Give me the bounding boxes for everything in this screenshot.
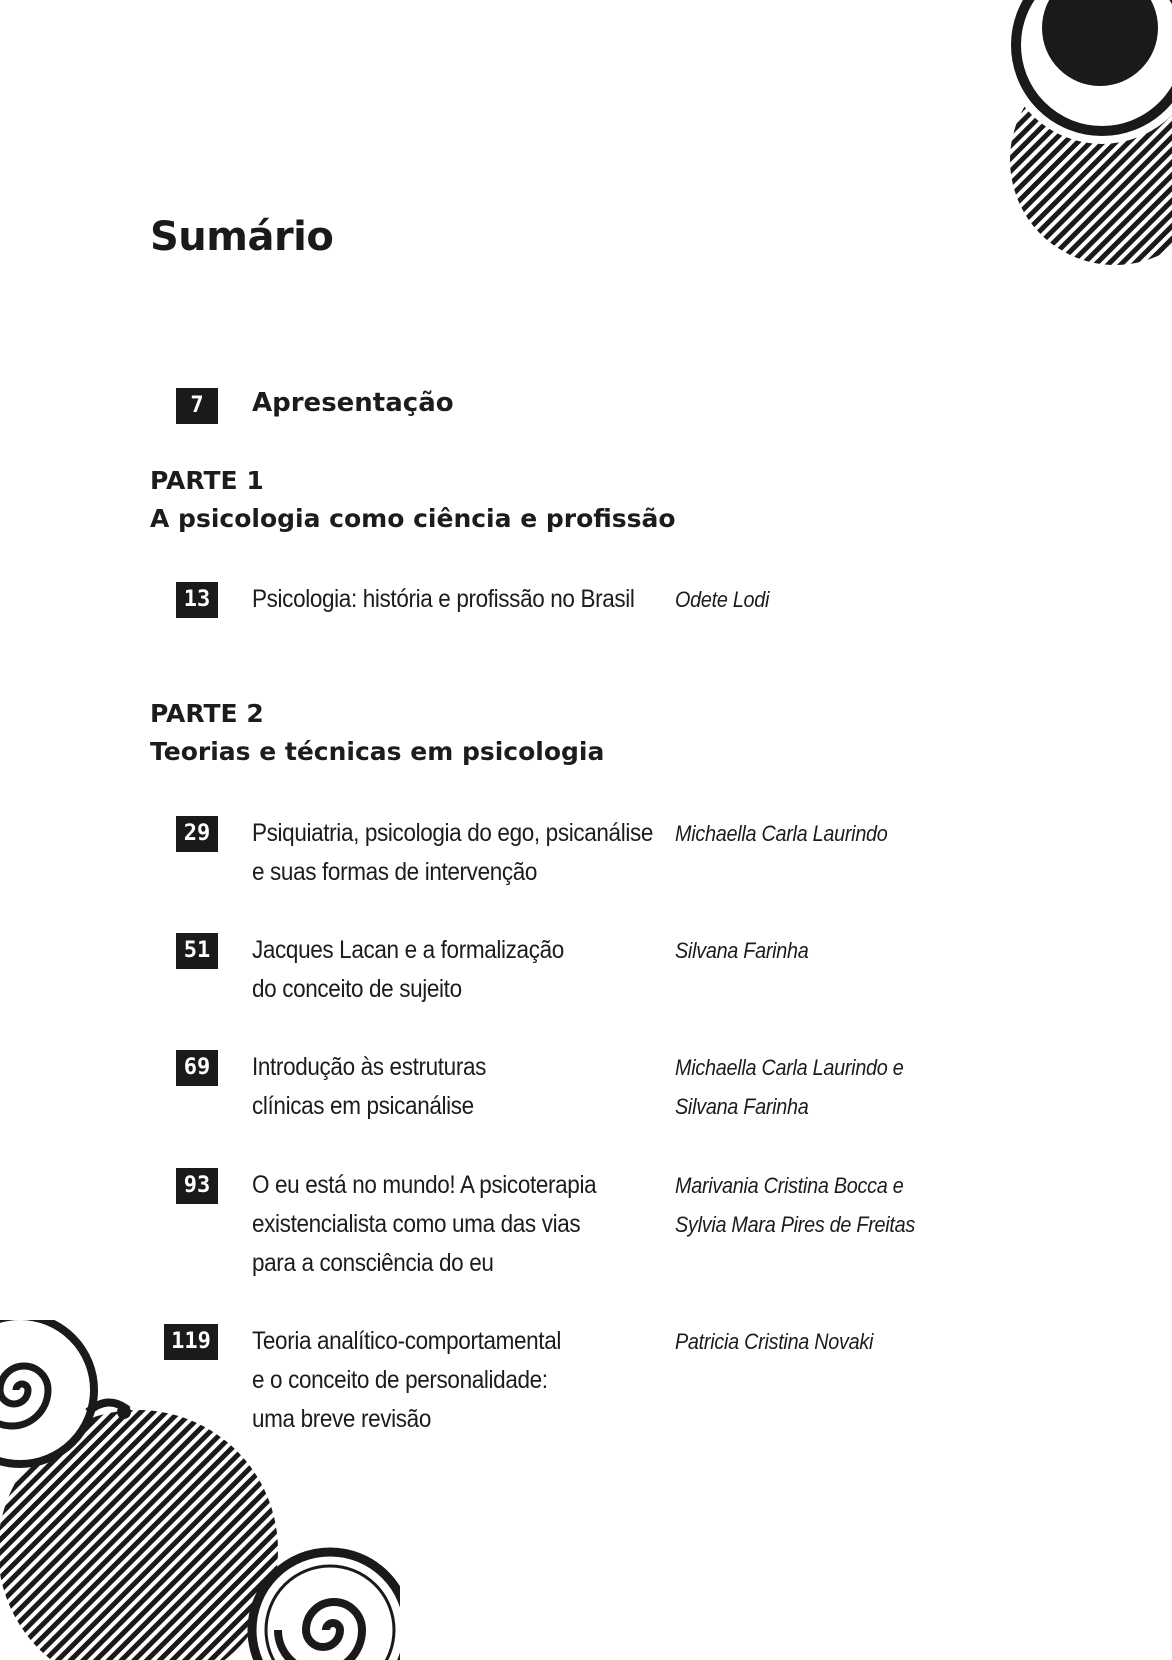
page-number-badge: 93 (176, 1168, 218, 1204)
part-title: Teorias e técnicas em psicologia (150, 737, 605, 766)
chapter-title-line: Psiquiatria, psicologia do ego, psicanálise (252, 819, 654, 847)
chapter-title (252, 1166, 621, 1283)
chapter-title-line: e o conceito de personalidade: (252, 1366, 548, 1394)
author-line: Michaella Carla Laurindo e (675, 1055, 904, 1080)
chapter-author (675, 1166, 963, 1244)
author-line: Odete Lodi (675, 587, 770, 612)
chapter-author (675, 1048, 963, 1126)
part-label: PARTE 2 (150, 699, 264, 728)
chapter-author (675, 580, 963, 619)
chapter-title-line: e suas formas de intervenção (252, 858, 538, 886)
chapter-title-line: O eu está no mundo! A psicoterapia (252, 1171, 597, 1199)
author-line: Silvana Farinha (675, 938, 809, 963)
chapter-title-line: Teoria analítico-comportamental (252, 1327, 561, 1355)
page-number-badge: 13 (176, 582, 218, 618)
part-title: A psicologia como ciência e profissão (150, 504, 676, 533)
page-number-badge: 119 (164, 1324, 218, 1360)
decorative-circles-top-right (1000, 0, 1172, 270)
chapter-title (252, 814, 654, 892)
author-line: Patricia Cristina Novaki (675, 1329, 874, 1354)
author-line: Michaella Carla Laurindo (675, 821, 888, 846)
intro-title: Apresentação (252, 388, 454, 418)
page-title: Sumário (150, 214, 334, 260)
chapter-title-line: do conceito de sujeito (252, 975, 462, 1003)
page-number-badge: 7 (176, 388, 218, 424)
page-number-badge: 51 (176, 933, 218, 969)
chapter-title-line: Jacques Lacan e a formalização (252, 936, 564, 964)
chapter-title (252, 1048, 621, 1126)
chapter-author (675, 931, 963, 970)
chapter-title-line: uma breve revisão (252, 1405, 431, 1433)
chapter-author (675, 814, 963, 853)
author-line: Silvana Farinha (675, 1094, 809, 1119)
chapter-title-line: para a consciência do eu (252, 1249, 494, 1277)
chapter-title-line: Introdução às estruturas (252, 1053, 486, 1081)
author-line: Marivania Cristina Bocca e (675, 1173, 904, 1198)
page-number-badge: 69 (176, 1050, 218, 1086)
author-line: Sylvia Mara Pires de Freitas (675, 1212, 916, 1237)
chapter-title-line: Psicologia: história e profissão no Brasil (252, 585, 635, 613)
chapter-title (252, 1322, 621, 1439)
chapter-title-line: existencialista como uma das vias (252, 1210, 581, 1238)
chapter-author (675, 1322, 963, 1361)
page-number-badge: 29 (176, 816, 218, 852)
part-label: PARTE 1 (150, 466, 264, 495)
chapter-title-line: clínicas em psicanálise (252, 1092, 474, 1120)
chapter-title (252, 931, 621, 1009)
chapter-title (252, 580, 635, 619)
